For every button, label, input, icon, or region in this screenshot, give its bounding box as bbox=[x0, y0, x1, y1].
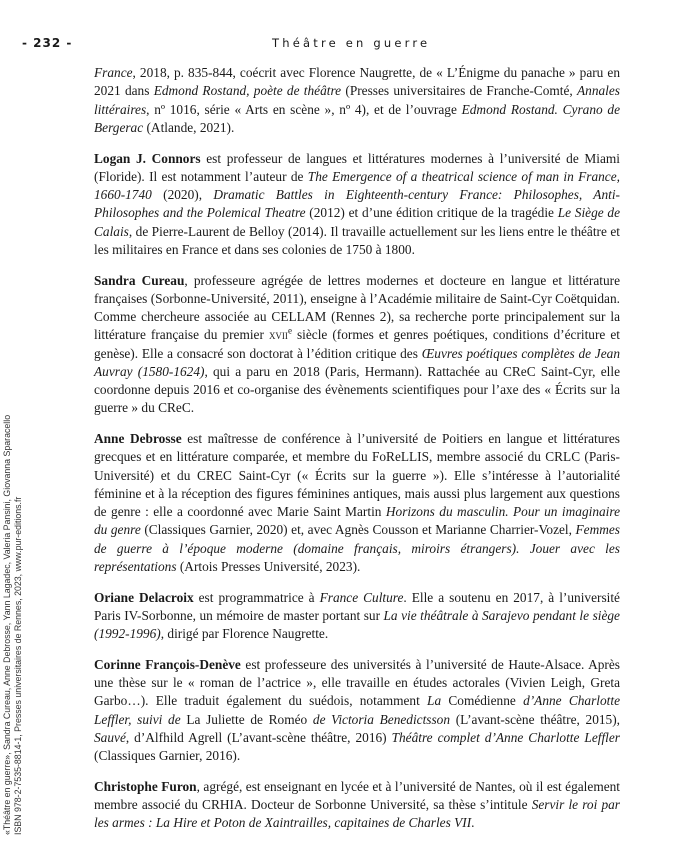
contributor-entry bbox=[94, 656, 620, 766]
body-text: , 2018, p. 835-844, coécrit avec Florence Naugrette, de « L’Énigme du panache » paru en 2021 dans bbox=[94, 65, 620, 99]
contributor-name: Christophe Furon bbox=[94, 778, 197, 794]
body-text: . Elle a soutenu en 2017, à l’université Paris IV-Sorbonne, un mémoire de master portant sur bbox=[94, 589, 620, 623]
contributor-entry bbox=[94, 64, 620, 137]
body-text: La Juliette de Roméo bbox=[180, 711, 313, 727]
body-text: siècle (formes et genres poétiques, conditions d’écriture et genèse). Elle a consacré son doctorat à l’édition critique des bbox=[94, 327, 620, 361]
body-text: (L’avant-scène théâtre, 2015), bbox=[450, 711, 621, 727]
italic-title: Dramatic Battles in Eighteenth-century France: Philosophes, Anti-Philosophes and the Polemical Theatre bbox=[94, 187, 620, 221]
contributor-entry bbox=[94, 150, 620, 260]
body-text: (Artois Presses Université, 2023). bbox=[176, 558, 361, 574]
body-text: . bbox=[471, 815, 475, 831]
contributor-entry bbox=[94, 778, 620, 833]
page-number: - 232 - bbox=[22, 36, 73, 50]
running-title: Théâtre en guerre bbox=[272, 36, 431, 50]
body-text: est maîtresse de conférence à l’université de Poitiers en langue et littératures grecques et en littérature comparée, et membre du FoReLLIS, membre associé du CRLC (Paris-Université) et du CREC Saint-Cyr (« Écrits sur la guerre »). Elle s’intéresse à l’autorialité féminine et à la réception des figures féminines antiques, mais aussi plus largement aux questions de genre : elle a coordonné avec Marie Saint Martin bbox=[94, 431, 620, 519]
body-text: , professeure agrégée de lettres modernes et docteure en langue et littérature françaises (Sorbonne-Université, 2011), enseigne à l’Académie militaire de Saint-Cyr Coëtquidan. Comme chercheure associée au CELLAM (Rennes 2), sa recherche porte principalement sur la littérature française du premier bbox=[94, 272, 621, 343]
side-note-line-1: «Théâtre en guerre», Sandra Cureau, Anne Debrosse, Yann Lagadec, Valeria Pansini, Giovanna Sparacello bbox=[2, 414, 12, 835]
body-text: (2020), bbox=[151, 187, 214, 202]
side-copyright-note bbox=[2, 365, 48, 835]
contributor-name: Corinne François-Denève bbox=[94, 656, 241, 672]
italic-title: Horizons du masculin. Pour un imaginaire du genre bbox=[94, 504, 620, 538]
italic-title: Annales littéraires bbox=[94, 83, 620, 117]
contributor-name: Logan J. Connors bbox=[94, 150, 201, 166]
body-text: , de Pierre-Laurent de Belloy (2014). Il travaille actuellement sur les liens entre le théâtre et les militaires en France et dans ses colonies de 1750 à 1800. bbox=[94, 223, 620, 257]
body-text: , d’Alfhild Agrell (L’avant-scène théâtre, 2016) bbox=[125, 729, 392, 745]
italic-title: Sauvé bbox=[94, 729, 126, 745]
body-text: (2012) et d’une édition critique de la tragédie bbox=[305, 205, 558, 221]
italic-title: La vie théâtrale à Sarajevo pendant le siège (1992-1996) bbox=[94, 607, 620, 641]
italic-title: Théâtre complet d’Anne Charlotte Leffler bbox=[391, 729, 620, 745]
italic-title: Edmond Rostand. Cyrano de Bergerac bbox=[94, 101, 620, 135]
body-text: (Classiques Garnier, 2020) et, avec Agnès Cousson et Marianne Charrier-Vozel, bbox=[140, 522, 576, 538]
contributor-entry bbox=[94, 589, 620, 644]
body-text: (Presses universitaires de Franche-Comté, bbox=[341, 83, 577, 99]
body-text: , agrégé, est enseignant en lycée et à l’université de Nantes, où il est également membre associé du CRHIA. Docteur de Sorbonne Université, sa thèse s’intitule bbox=[94, 778, 620, 812]
body-text: est professeure des universités à l’université de Haute-Alsace. Après une thèse sur le « roman de l’actrice », elle travaille en études actorales (Vivien Leigh, Greta Garbo…). Elle traduit également du suédois, notamment bbox=[94, 656, 620, 709]
body-text: (Classiques Garnier, 2016). bbox=[94, 748, 241, 763]
contributor-name: Sandra Cureau bbox=[94, 272, 185, 288]
italic-title: The Emergence of a theatrical science of man in France, 1660-1740 bbox=[94, 168, 620, 202]
italic-title: Le Siège de Calais bbox=[94, 205, 620, 239]
body-text: , nº 1016, série « Arts en scène », nº 4), et de l’ouvrage bbox=[146, 101, 462, 117]
italic-title: France Culture bbox=[319, 589, 404, 605]
italic-title: La bbox=[427, 693, 442, 709]
italic-title: Edmond Rostand, poète de théâtre bbox=[153, 83, 342, 99]
contributor-name: Anne Debrosse bbox=[94, 431, 182, 446]
italic-title: France bbox=[94, 65, 133, 80]
italic-title: de Victoria Benedictsson bbox=[312, 711, 451, 727]
body-text: , dirigé par Florence Naugrette. bbox=[160, 626, 329, 641]
superscript: e bbox=[287, 325, 292, 336]
contributor-entry bbox=[94, 272, 620, 418]
italic-title: Servir le roi par les armes : La Hire et Poton de Xaintrailles, capitaines de Charles VII bbox=[94, 797, 620, 831]
contributor-name: Oriane Delacroix bbox=[94, 589, 194, 605]
running-header bbox=[22, 36, 660, 52]
body-text: Comédienne bbox=[441, 693, 524, 709]
small-caps-numeral: xvii bbox=[268, 327, 288, 343]
body-text: (Atlande, 2021). bbox=[143, 119, 235, 135]
body-text: , qui a paru en 2018 (Paris, Hermann). Rattachée au CReC Saint-Cyr, elle coordonne depuis 2016 et co-organise des évènements scientifiques pour l’axe des « Écrits sur la guerre » du CReC. bbox=[94, 363, 620, 416]
contributor-entry bbox=[94, 430, 620, 576]
contributor-list bbox=[94, 64, 620, 845]
side-note-line-2: ISBN 978-2-7535-8814-1, Presses universitaires de Rennes, 2023, www.pur-editions.fr bbox=[13, 496, 23, 835]
italic-title: Femmes de guerre à l’époque moderne (domaine français, miroirs étrangers). Jouer avec les représentations bbox=[94, 522, 620, 574]
italic-title: d’Anne Charlotte Leffler, suivi de bbox=[94, 693, 620, 727]
italic-title: Œuvres poétiques complètes de Jean Auvray (1580-1624) bbox=[94, 345, 620, 379]
body-text: est professeur de langues et littératures modernes à l’université de Miami (Floride). Il est notamment l’auteur de bbox=[94, 150, 620, 184]
body-text: est programmatrice à bbox=[193, 589, 320, 605]
